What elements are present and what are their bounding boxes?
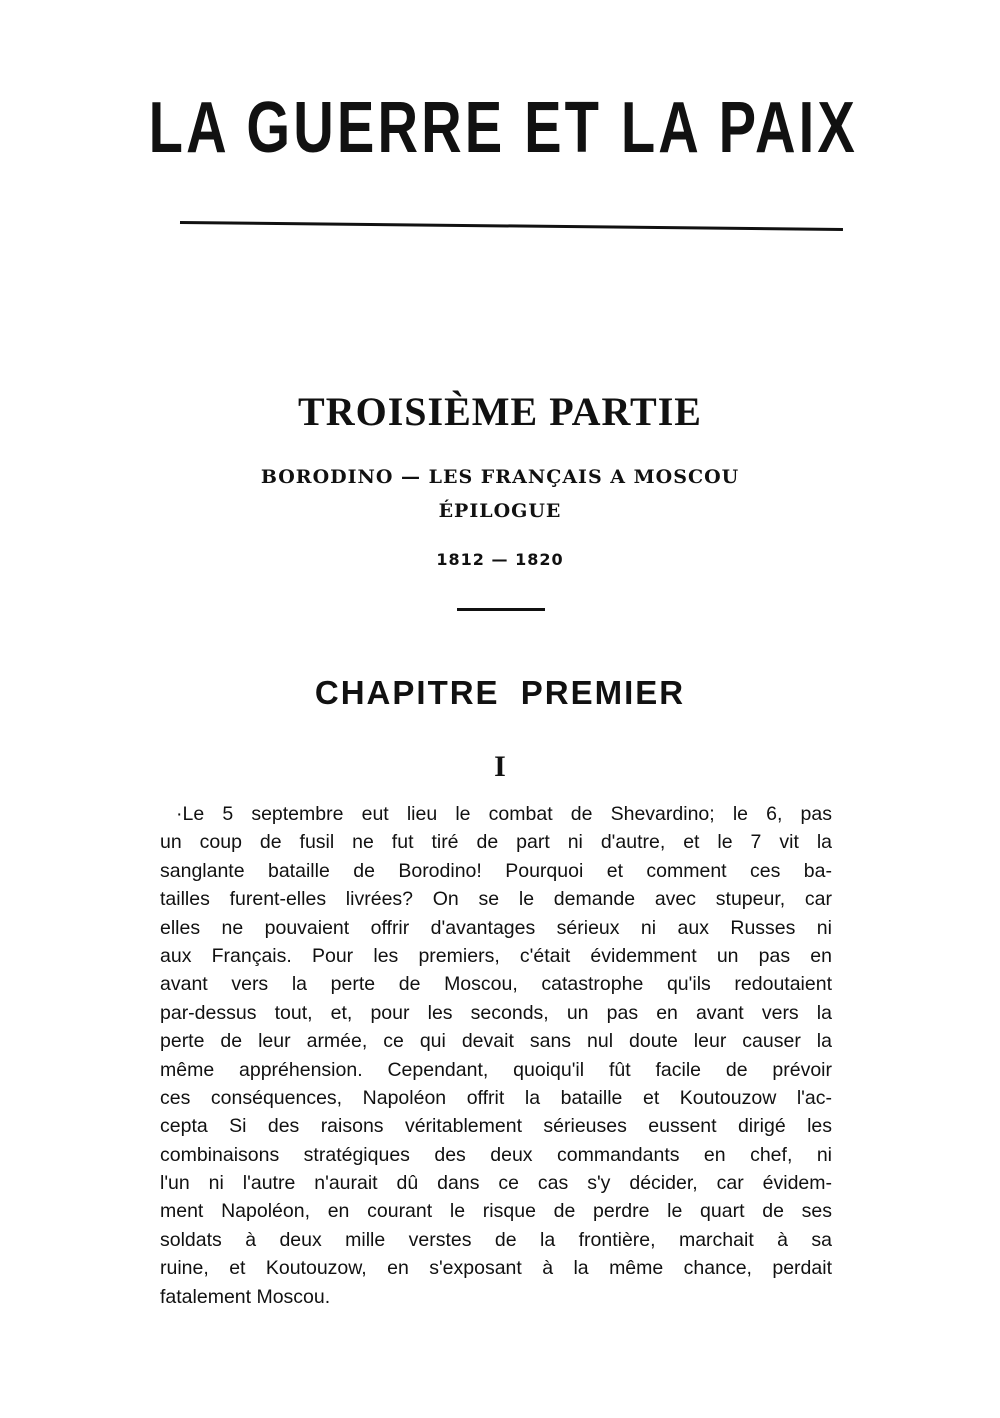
title-rule (180, 221, 843, 231)
part-title: TROISIÈME PARTIE (298, 389, 702, 434)
body-paragraph (160, 800, 832, 1311)
text-line: par-dessus tout, et, pour les seconds, un pas en avant vers la (160, 1001, 832, 1024)
text-line: ·Le 5 septembre eut lieu le combat de Shevardino; le 6, pas (176, 803, 832, 825)
text-line: ruine, et Koutouzow, en s'exposant à la même chance, perdait (160, 1257, 832, 1280)
text-line: l'un ni l'autre n'aurait dû dans ce cas s'y décider, car évidem- (160, 1172, 832, 1195)
section-divider (457, 608, 545, 611)
text-line: cepta Si des raisons véritablement sérieuses eussent dirigé les (160, 1115, 832, 1138)
text-line: soldats à deux mille verstes de la frontière, marchait à sa (160, 1228, 832, 1251)
book-title: LA GUERRE ET LA PAIX (148, 88, 858, 168)
chapter-title: CHAPITRE PREMIER (314, 674, 686, 711)
part-subtitle-epilogue: ÉPILOGUE (438, 500, 562, 522)
section-number: I (494, 750, 506, 783)
text-line: ces conséquences, Napoléon offrit la bataille et Koutouzow l'ac- (160, 1086, 832, 1109)
text-line: tailles furent-elles livrées? On se le demande avec stupeur, car (160, 888, 832, 911)
text-line: fatalement Moscou. (160, 1285, 331, 1308)
text-line: elles ne pouvaient offrir d'avantages sérieux ni aux Russes ni (160, 916, 832, 939)
text-line: ment Napoléon, en courant le risque de perdre le quart de ses (160, 1200, 832, 1223)
text-line: combinaisons stratégiques des deux commandants en chef, ni (160, 1143, 832, 1166)
text-line: perte de leur armée, ce qui devait sans nul doute leur causer la (160, 1030, 832, 1053)
text-line: même appréhension. Cependant, quoiqu'il fût facile de prévoir (160, 1058, 832, 1081)
text-line: un coup de fusil ne fut tiré de part ni d'autre, et le 7 vit la (160, 831, 832, 854)
text-line: avant vers la perte de Moscou, catastrophe qu'ils redoutaient (160, 973, 832, 996)
part-dates: 1812 — 1820 (436, 550, 564, 569)
text-line: aux Français. Pour les premiers, c'était évidemment un pas en (160, 944, 832, 967)
text-line: sanglante bataille de Borodino! Pourquoi et comment ces ba- (160, 859, 832, 882)
part-subtitle: BORODINO — LES FRANÇAIS A MOSCOU (260, 466, 740, 488)
